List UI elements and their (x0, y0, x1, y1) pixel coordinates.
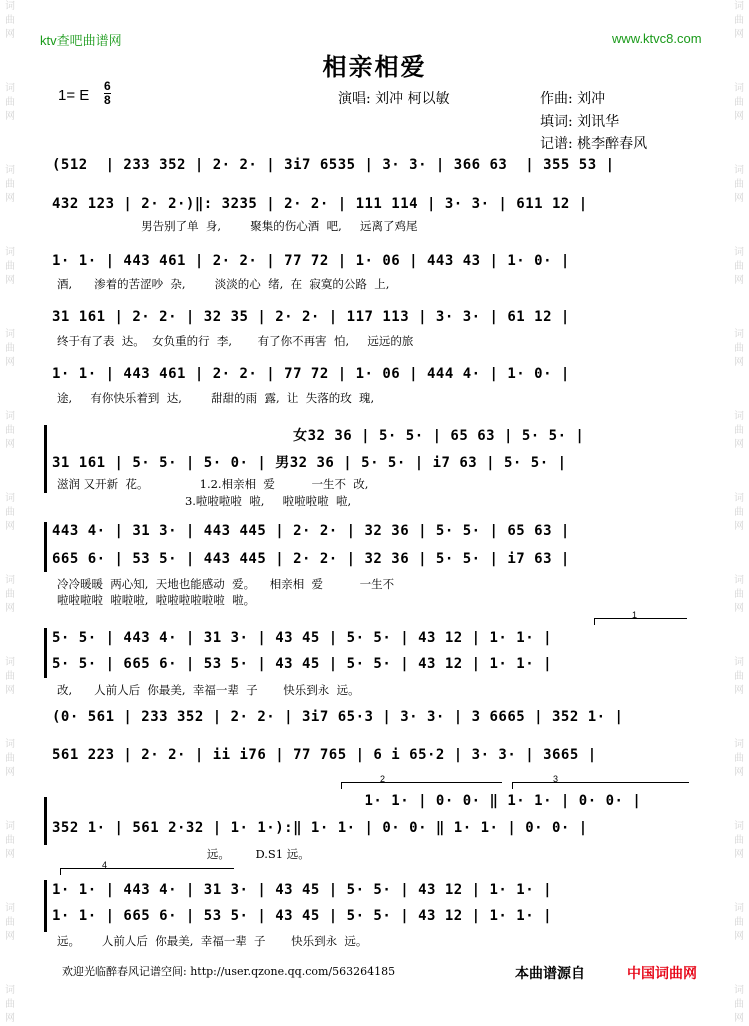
volta-number: 1 (632, 610, 638, 620)
lyric-line: 酒, 渗着的苦涩吵 杂, 淡淡的心 绪, 在 寂寞的公路 上, (57, 277, 390, 291)
site-link-right[interactable]: www.ktvc8.com (612, 31, 702, 46)
lyric-line: 3.啦啦啦啦 啦, 啦啦啦啦 啦, (57, 494, 352, 508)
watermark-text: 词曲网 (734, 739, 744, 778)
song-title: 相亲相爱 (322, 52, 427, 81)
singers: 演唱: 刘冲 柯以敏 (338, 91, 450, 107)
notation-row: 1· 1· | 443 461 | 2· 2· | 77 72 | 1· 06 | 443 43 | 1· 0· | (52, 253, 570, 269)
site-link-left[interactable]: ktv查吧曲谱网 (40, 33, 122, 48)
notation-row: 1· 1· | 443 4· | 31 3· | 43 45 | 5· 5· | 43 12 | 1· 1· | (52, 882, 553, 898)
watermark-text: 词曲网 (5, 657, 15, 696)
notation-row: 5· 5· | 665 6· | 53 5· | 43 45 | 5· 5· | 43 12 | 1· 1· | (52, 656, 553, 672)
watermark-text: 词曲网 (734, 83, 744, 122)
volta-bracket (341, 782, 502, 789)
watermark-text: 词曲网 (5, 247, 15, 286)
time-signature (104, 80, 111, 107)
lyric-line: 冷冷暖暖 两心知, 天地也能感动 爱。 相亲相 爱 一生不 (57, 577, 395, 591)
footer-source-label: 本曲谱源自 (515, 965, 585, 981)
footer-visit-text: 欢迎光临醉春风记谱空间: http://user.qzone.qq.com/563264185 (62, 965, 396, 978)
volta-number: 3 (553, 774, 559, 784)
watermark-text: 词曲网 (734, 903, 744, 942)
notation-row: 31 161 | 2· 2· | 32 35 | 2· 2· | 117 113 | 3· 3· | 61 12 | (52, 309, 570, 325)
notation-row: 1· 1· | 0· 0· ‖ 1· 1· | 0· 0· | (52, 793, 642, 809)
composer: 作曲: 刘冲 (540, 91, 606, 107)
lyricist: 填词: 刘讯华 (540, 114, 620, 130)
lyric-line: 改, 人前人后 你最美, 幸福一辈 子 快乐到永 远。 (57, 683, 360, 697)
watermark-left (3, 0, 17, 1024)
watermark-text: 词曲网 (5, 739, 15, 778)
watermark-text: 词曲网 (5, 83, 15, 122)
notation-row: 31 161 | 5· 5· | 5· 0· | 男32 36 | 5· 5· | i7 63 | 5· 5· | (52, 455, 567, 471)
notation-row: 665 6· | 53 5· | 443 445 | 2· 2· | 32 36 | 5· 5· | i7 63 | (52, 551, 570, 567)
lyric-line: 终于有了表 达。 女负重的行 李, 有了你不再害 怕, 远远的旅 (57, 334, 414, 348)
watermark-text: 词曲网 (734, 657, 744, 696)
watermark-text: 词曲网 (5, 1, 15, 40)
lyric-line: 远。 人前人后 你最美, 幸福一辈 子 快乐到永 远。 (57, 934, 368, 948)
watermark-text: 词曲网 (5, 821, 15, 860)
watermark-text: 词曲网 (5, 493, 15, 532)
watermark-text: 词曲网 (734, 411, 744, 450)
lyric-line: 途, 有你快乐着到 达, 甜甜的雨 露, 让 失落的玫 瑰, (57, 391, 375, 405)
notation-row: 女32 36 | 5· 5· | 65 63 | 5· 5· | (52, 428, 585, 444)
watermark-text: 词曲网 (734, 821, 744, 860)
watermark-text: 词曲网 (5, 411, 15, 450)
meter-bottom: 8 (104, 93, 111, 107)
notation-row: (0· 561 | 233 352 | 2· 2· | 3i7 65·3 | 3· 3· | 3 6665 | 352 1· | (52, 709, 624, 725)
footer-site-link[interactable]: 中国词曲网 (627, 965, 697, 981)
key-signature: 1= E (58, 87, 90, 104)
notation-row: (512 | 233 352 | 2· 2· | 3i7 6535 | 3· 3· | 366 63 | 355 53 | (52, 157, 615, 173)
watermark-text: 词曲网 (734, 493, 744, 532)
watermark-text: 词曲网 (734, 329, 744, 368)
watermark-text: 词曲网 (734, 247, 744, 286)
notation-row: 432 123 | 2· 2·)‖: 3235 | 2· 2· | 111 114 | 3· 3· | 611 12 | (52, 196, 588, 212)
volta-bracket (60, 868, 234, 875)
watermark-text: 词曲网 (734, 1, 744, 40)
watermark-text: 词曲网 (5, 903, 15, 942)
volta-number: 2 (380, 774, 386, 784)
notation-row: 1· 1· | 443 461 | 2· 2· | 77 72 | 1· 06 | 444 4· | 1· 0· | (52, 366, 570, 382)
watermark-text: 词曲网 (734, 985, 744, 1024)
notation-row: 443 4· | 31 3· | 443 445 | 2· 2· | 32 36 | 5· 5· | 65 63 | (52, 523, 570, 539)
transcriber: 记谱: 桃李醉春风 (540, 136, 648, 152)
lyric-line: 男告别了单 身, 聚集的伤心酒 吧, 远离了鸡尾 (57, 219, 418, 233)
lyric-line: 啦啦啦啦 啦啦啦, 啦啦啦啦啦啦 啦。 (57, 593, 256, 607)
watermark-text: 词曲网 (734, 575, 744, 614)
meter-top: 6 (104, 79, 111, 93)
lyric-line: 远。 D.S1 远。 (57, 847, 310, 861)
watermark-right (732, 0, 746, 1024)
lyric-line: 滋润 又开新 花。 1.2.相亲相 爱 一生不 改, (57, 477, 369, 491)
volta-bracket (594, 618, 687, 625)
volta-bracket (512, 782, 689, 789)
watermark-text: 词曲网 (5, 165, 15, 204)
volta-number: 4 (102, 860, 108, 870)
watermark-text: 词曲网 (5, 575, 15, 614)
notation-row: 1· 1· | 665 6· | 53 5· | 43 45 | 5· 5· | 43 12 | 1· 1· | (52, 908, 553, 924)
watermark-text: 词曲网 (5, 329, 15, 368)
watermark-text: 词曲网 (734, 165, 744, 204)
notation-row: 561 223 | 2· 2· | ii i76 | 77 765 | 6 i 65·2 | 3· 3· | 3665 | (52, 747, 597, 763)
notation-row: 5· 5· | 443 4· | 31 3· | 43 45 | 5· 5· | 43 12 | 1· 1· | (52, 630, 553, 646)
notation-row: 352 1· | 561 2·32 | 1· 1·):‖ 1· 1· | 0· 0· ‖ 1· 1· | 0· 0· | (52, 820, 588, 836)
watermark-text: 词曲网 (5, 985, 15, 1024)
